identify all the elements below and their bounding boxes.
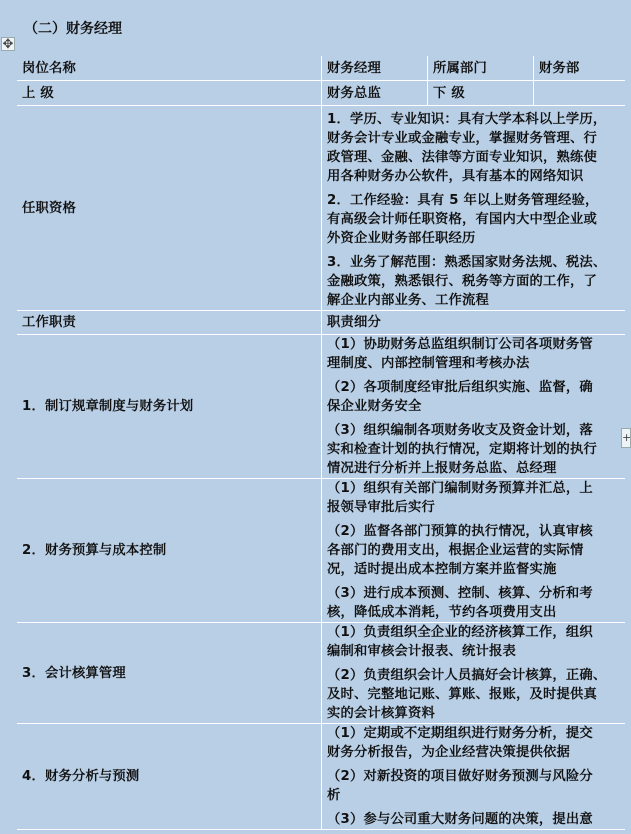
section-title: （二）财务经理 xyxy=(24,21,122,37)
detail-item xyxy=(327,724,620,762)
detail-line: 况，适时提出成本控制方案并监督实施 xyxy=(327,562,557,577)
detail-line: 核，降低成本消耗，节约各项费用支出 xyxy=(327,605,557,620)
detail-line: （2）对新投资的项目做好财务预测与风险分 xyxy=(327,769,593,784)
detail-line: 保企业财务安全 xyxy=(327,399,422,414)
detail-item xyxy=(327,191,620,248)
table-move-handle-icon[interactable]: ✥ xyxy=(2,37,14,52)
duty-title: 4．财务分析与预测 xyxy=(17,724,322,830)
duty-header-right: 职责细分 xyxy=(322,311,625,335)
table-cell: 财务总监 xyxy=(322,81,428,106)
detail-item xyxy=(327,666,620,723)
detail-line: 有高级会计师任职资格，有国内大中型企业或 xyxy=(327,212,597,227)
table-add-column-icon[interactable]: + xyxy=(621,428,631,448)
detail-line: 2．工作经验：具有 5 年以上财务管理经验， xyxy=(327,193,599,208)
duty-detail xyxy=(322,623,625,724)
duty-detail xyxy=(322,479,625,623)
detail-line: 理制度、内部控制管理和考核办法 xyxy=(327,356,530,371)
detail-line: 用各种财务办公软件，具有基本的网络知识 xyxy=(327,169,584,184)
detail-line: 报领导审批后实行 xyxy=(327,500,435,515)
detail-item xyxy=(327,767,620,805)
detail-item xyxy=(327,810,620,829)
detail-line: （3）进行成本预测、控制、核算、分析和考 xyxy=(327,586,593,601)
detail-line: 及时、完整地记账、算账、报账，及时提供真 xyxy=(327,687,597,702)
detail-line: 各部门的费用支出，根据企业运营的实际情 xyxy=(327,543,584,558)
detail-line: 金融政策，熟悉银行、税务等方面的工作，了 xyxy=(327,274,597,289)
duty-title: 3．会计核算管理 xyxy=(17,623,322,724)
duty-header-row xyxy=(17,311,625,335)
detail-line: 实的会计核算资料 xyxy=(327,706,435,721)
detail-line: （2）监督各部门预算的执行情况，认真审核 xyxy=(327,524,593,539)
detail-line: 1．学历、专业知识：具有大学本科以上学历， xyxy=(327,112,607,127)
job-description-table xyxy=(17,56,625,830)
detail-item xyxy=(327,421,620,478)
table-cell: 下 级 xyxy=(428,81,534,106)
detail-item xyxy=(327,584,620,622)
duty-row xyxy=(17,335,625,479)
info-row xyxy=(17,56,625,81)
detail-item xyxy=(327,479,620,517)
table-cell: 所属部门 xyxy=(428,56,534,81)
detail-line: 财务会计专业或金融专业，掌握财务管理、行 xyxy=(327,131,597,146)
detail-line: 外资企业财务部任职经历 xyxy=(327,231,476,246)
detail-line: 解企业内部业务、工作流程 xyxy=(327,293,489,308)
detail-line: （1）协助财务总监组织制订公司各项财务管 xyxy=(327,337,593,352)
detail-item xyxy=(327,378,620,416)
qualification-row xyxy=(17,106,625,311)
table-cell: 财务经理 xyxy=(322,56,428,81)
table-cell: 岗位名称 xyxy=(17,56,322,81)
detail-line: 3．业务了解范围：熟悉国家财务法规、税法、 xyxy=(327,255,607,270)
duty-row xyxy=(17,479,625,623)
duty-title: 2．财务预算与成本控制 xyxy=(17,479,322,623)
info-row xyxy=(17,81,625,106)
detail-item xyxy=(327,623,620,661)
detail-line: （2）负责组织会计人员搞好会计核算，正确、 xyxy=(327,668,607,683)
duty-row xyxy=(17,724,625,830)
detail-line: （1）组织有关部门编制财务预算并汇总，上 xyxy=(327,481,593,496)
detail-item xyxy=(327,522,620,579)
table-cell xyxy=(534,81,625,106)
detail-line: 情况进行分析并上报财务总监、总经理 xyxy=(327,461,557,476)
duty-row xyxy=(17,623,625,724)
detail-line: （1）负责组织全企业的经济核算工作，组织 xyxy=(327,625,593,640)
qualification-detail xyxy=(322,106,625,311)
detail-line: 编制和审核会计报表、统计报表 xyxy=(327,644,516,659)
detail-line: （3）参与公司重大财务问题的决策，提出意 xyxy=(327,812,593,827)
detail-item xyxy=(327,110,620,186)
table-cell: 财务部 xyxy=(534,56,625,81)
detail-line: （1）定期或不定期组织进行财务分析，提交 xyxy=(327,726,593,741)
duty-detail xyxy=(322,724,625,830)
duty-detail xyxy=(322,335,625,479)
detail-line: （3）组织编制各项财务收支及资金计划，落 xyxy=(327,423,593,438)
detail-line: 政管理、金融、法律等方面专业知识，熟练使 xyxy=(327,150,597,165)
detail-item xyxy=(327,253,620,310)
table-cell: 上 级 xyxy=(17,81,322,106)
detail-item xyxy=(327,335,620,373)
qualification-label: 任职资格 xyxy=(17,106,322,311)
detail-line: （2）各项制度经审批后组织实施、监督，确 xyxy=(327,380,593,395)
detail-line: 析 xyxy=(327,788,341,803)
duty-header-left: 工作职责 xyxy=(17,311,322,335)
duty-title: 1．制订规章制度与财务计划 xyxy=(17,335,322,479)
detail-line: 实和检查计划的执行情况，定期将计划的执行 xyxy=(327,442,597,457)
detail-line: 财务分析报告，为企业经营决策提供依据 xyxy=(327,745,570,760)
